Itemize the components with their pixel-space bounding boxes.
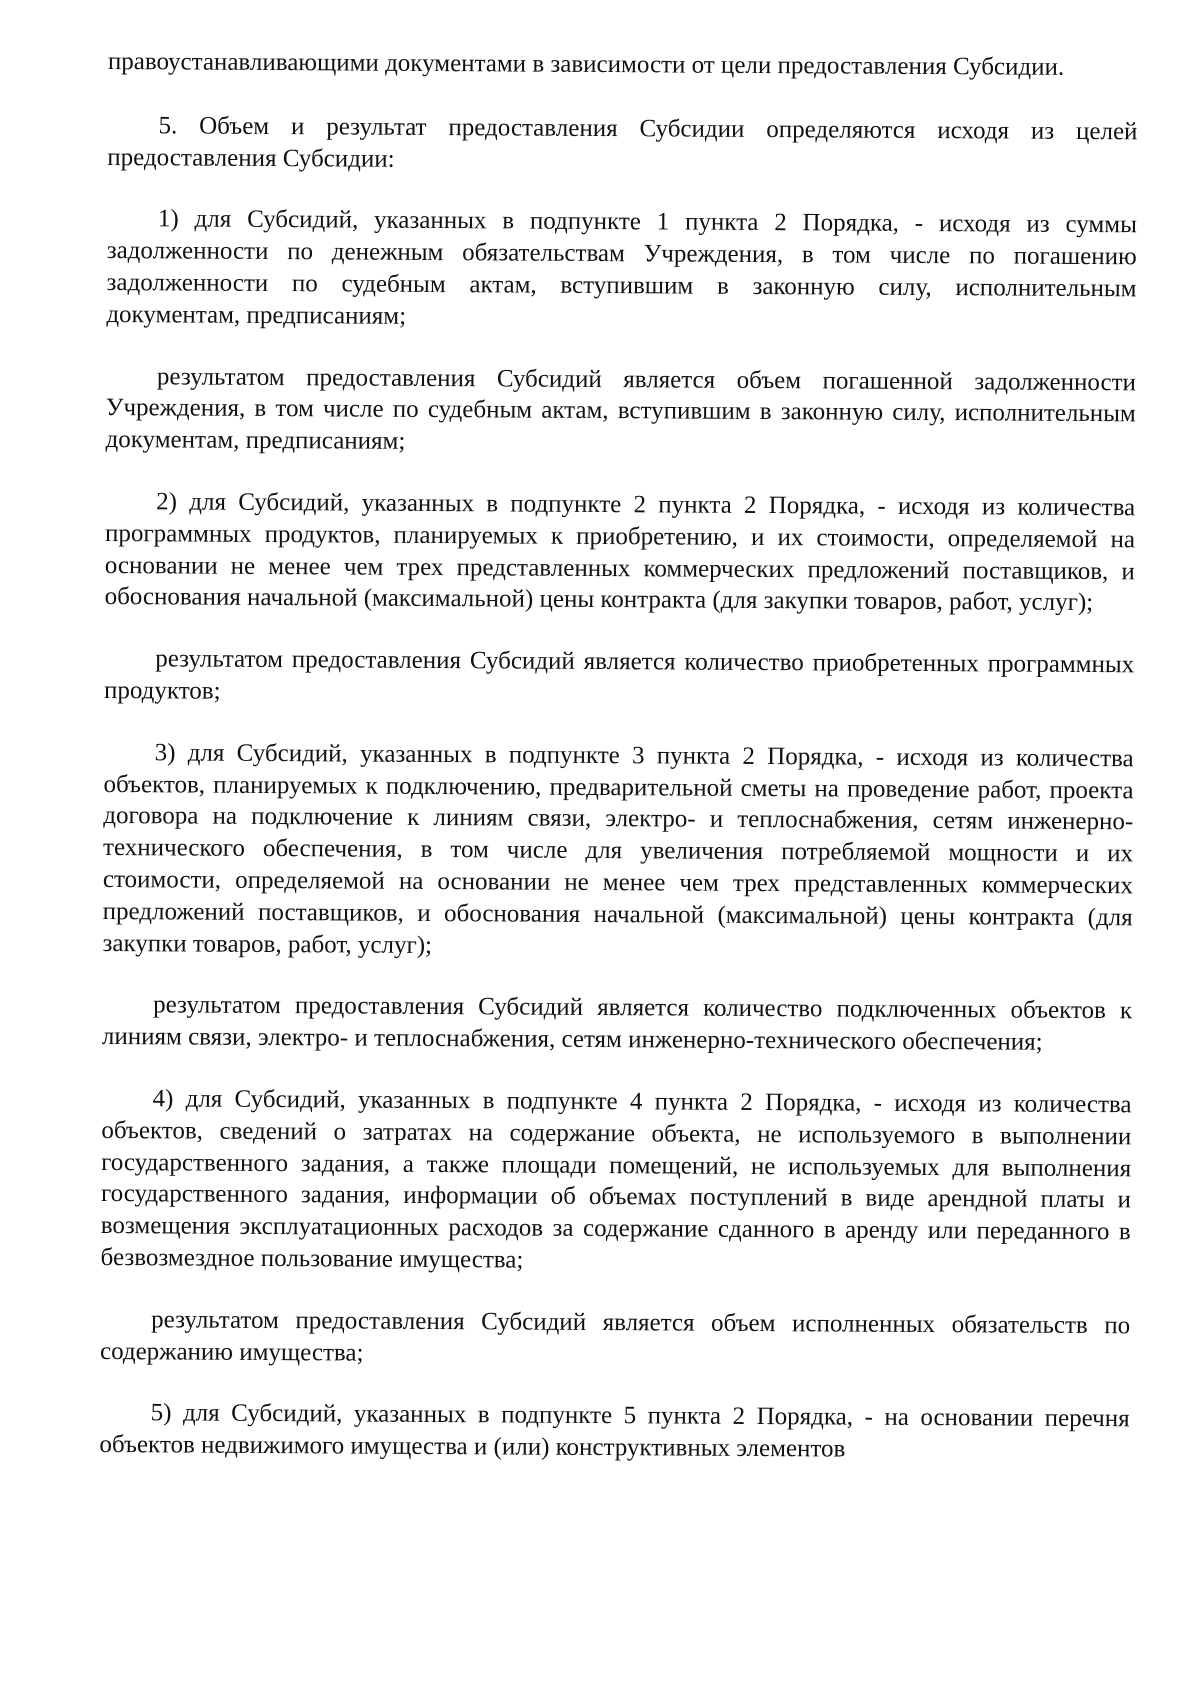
paragraph-result-2: результатом предоставления Субсидий является количество приобретенных программных продуктов; — [103, 645, 1135, 705]
paragraph-result-4: результатом предоставления Субсидий является объем исполненных обязательств по содержанию имущества; — [99, 1305, 1131, 1367]
paragraph-continuation: правоустанавливающими документами в зависимости от цели предоставления Субсидии. — [107, 47, 1065, 81]
document-body — [99, 46, 1138, 1497]
paragraph-subitem-5: 5) для Субсидий, указанных в подпункте 5 пункта 2 Порядка, - на основании перечня объектов недвижимого имущества и (или) конструктивных элементов — [99, 1399, 1130, 1463]
paragraph-subitem-1: 1) для Субсидий, указанных в подпункте 1 пункта 2 Порядка, - исходя из суммы задолженности по денежным обязательствам Учреждения, в том числе по погашению задолженности по судебным актам, вступившим в законную силу, исполнительным документам, предписаниям; — [106, 205, 1138, 330]
paragraph-item-5: 5. Объем и результат предоставления Субсидии определяются исходя из целей предоставления Субсидии: — [107, 112, 1138, 173]
paragraph-subitem-4: 4) для Субсидий, указанных в подпункте 4 пункта 2 Порядка, - исходя из количества объектов, сведений о затратах на содержание объекта, не используемого в выполнении государственного задания, а также площади помещений, не используемых для выполнения государственного задания, информации об объемах поступлений в виде арендной платы и возмещения эксплуатационных расходов за содержание сданного в аренду или переданного в безвозмездное пользование имущества; — [100, 1085, 1132, 1274]
paragraph-subitem-2: 2) для Субсидий, указанных в подпункте 2 пункта 2 Порядка, - исходя из количества программных продуктов, планируемых к приобретению, и их стоимости, определяемой на основании не менее чем трех представленных коммерческих предложений поставщиков, и обоснования начальной (максимальной) цены контракта (для закупки товаров, работ, услуг); — [104, 488, 1136, 617]
paragraph-result-3: результатом предоставления Субсидий является количество подключенных объектов к линиям связи, электро- и теплоснабжения, сетям инженерно-технического обеспечения; — [101, 991, 1133, 1056]
paragraph-result-1: результатом предоставления Субсидий является объем погашенной задолженности Учреждения, в том числе по судебным актам, вступившим в законную силу, исполнительным документам, предписаниям; — [105, 362, 1137, 455]
paragraph-subitem-3: 3) для Субсидий, указанных в подпункте 3 пункта 2 Порядка, - исходя из количества объектов, планируемых к подключению, предварительной сметы на проведение работ, проекта договора на подключение к линиям связи, электро- и теплоснабжения, сетям инженерно-технического обеспечения, в том числе для увеличения потребляемой мощности и их стоимости, определяемой на основании не менее чем трех представленных коммерческих предложений поставщиков, и обоснования начальной (максимальной) цены контракта (для закупки товаров, работ, услуг); — [102, 739, 1134, 959]
